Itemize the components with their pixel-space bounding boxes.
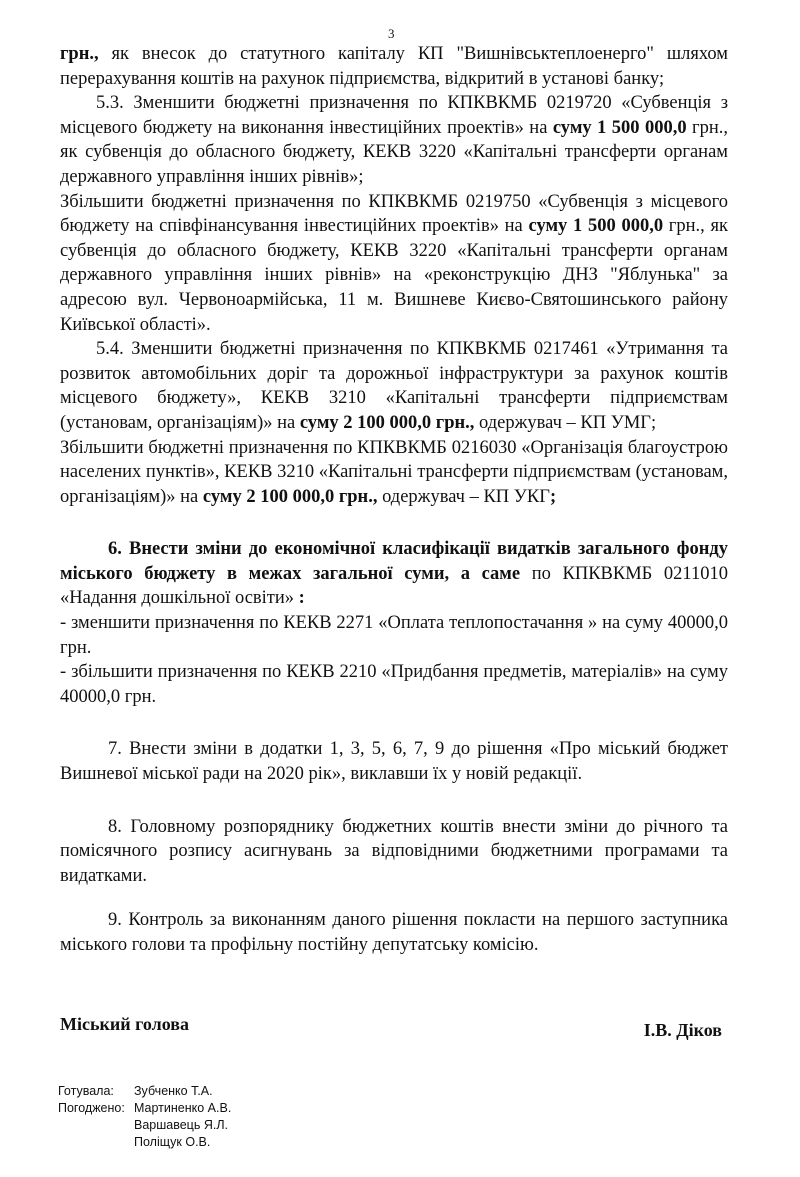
agreed-row xyxy=(58,1134,231,1151)
paragraph-text: грн., як субвенція до обласного бюджету, КЕКВ 3220 «Капітальні трансферти органам державного управління інших рівнів»; xyxy=(60,117,728,187)
paragraph-increase-1 xyxy=(60,190,728,338)
paragraph-6 xyxy=(60,537,728,611)
prepared-label: Готувала: xyxy=(58,1084,114,1098)
prepared-name: Зубченко Т.А. xyxy=(134,1084,213,1098)
agreed-name: Поліщук О.В. xyxy=(134,1135,211,1149)
paragraph-7: 7. Внести зміни в додатки 1, 3, 5, 6, 7, 9 до рішення «Про міський бюджет Вишневої міської ради на 2020 рік», виклавши їх у новій редакції. xyxy=(60,739,728,785)
paragraph-contribution xyxy=(60,42,728,91)
agreed-row xyxy=(58,1117,231,1134)
paragraph-5-4 xyxy=(60,337,728,435)
paragraph-5-3 xyxy=(60,91,728,189)
approval-footer xyxy=(58,1083,231,1151)
prepared-row xyxy=(58,1083,231,1100)
agreed-label: Погоджено: xyxy=(58,1101,125,1115)
paragraph-text: Збільшити бюджетні призначення по КПКВКМБ 0216030 «Організація благоустрою населених пунктів», КЕКВ 3210 «Капітальні трансферти підприємствам (установам, організаціям)» на xyxy=(60,437,728,507)
paragraph-text: як внесок до статутного капіталу КП "Вишнівськтеплоенерго" шляхом перерахування коштів на рахунок підприємства, відкритий в установі банку; xyxy=(60,44,728,89)
paragraph-text: 5.3. Зменшити бюджетні призначення по КПКВКМБ 0219720 «Субвенція з місцевого бюджету на виконання інвестиційних проектів» на xyxy=(60,93,728,138)
amount: суму 1 500 000,0 xyxy=(528,216,664,237)
paragraph-text: по КПКВКМБ 0211010 «Надання дошкільної освіти» xyxy=(60,563,728,609)
paragraph-text: одержувач – КП УМГ; xyxy=(474,412,657,433)
agreed-name: Варшавець Я.Л. xyxy=(134,1118,228,1132)
paragraph-text: одержувач – КП УКГ xyxy=(377,486,550,507)
paragraph-text: Збільшити бюджетні призначення по КПКВКМБ 0219750 «Субвенція з місцевого бюджету на співфінансування інвестиційних проектів» на xyxy=(60,191,728,237)
paragraph-text: 5.4. Зменшити бюджетні призначення по КПКВКМБ 0217461 «Утримання та розвиток автомобільних доріг та дорожньої інфраструктури за рахунок коштів місцевого бюджету», КЕКВ 3210 «Капітальні трансферти підприємствам (установам, організаціям)» на xyxy=(60,339,728,433)
signature-name: І.В. Діков xyxy=(643,1020,722,1040)
heading-text: 6. Внести зміни до економічної класифікації видатків загального фонду міського бюджету в межах загальної суми, а саме xyxy=(60,539,728,584)
paragraph-text: грн., як субвенція до обласного бюджету, КЕКВ 3220 «Капітальні трансферти органам державного управління інших рівнів» на «реконструкцію ДНЗ "Яблунька" за адресою вул. Червоноармійська, 11 м. Вишневе Києво-Святошинського району Київської області». xyxy=(60,216,728,335)
paragraph-8: 8. Головному розпоряднику бюджетних коштів внести зміни до річного та помісячного розпису асигнувань за відповідними бюджетними програмами та видатками. xyxy=(60,816,728,886)
signature-title: Міський голова xyxy=(60,1014,189,1034)
document-body xyxy=(60,42,728,958)
list-item-decrease: - зменшити призначення по КЕКВ 2271 «Оплата теплопостачання » на суму 40000,0 грн. xyxy=(60,613,728,658)
paragraph-9: 9. Контроль за виконанням даного рішення покласти на першого заступника міського голови та профільну постійну депутатську комісію. xyxy=(60,910,728,955)
agreed-name: Мартиненко А.В. xyxy=(134,1101,232,1115)
list-item-increase: - збільшити призначення по КЕКВ 2210 «Придбання предметів, матеріалів» на суму 40000,0 грн. xyxy=(60,662,728,707)
semicolon: ; xyxy=(549,486,557,507)
colon: : xyxy=(294,588,305,609)
page-number: 3 xyxy=(388,26,395,41)
amount: суму 2 100 000,0 грн., xyxy=(299,412,475,433)
agreed-row xyxy=(58,1100,231,1117)
paragraph-increase-2 xyxy=(60,436,728,510)
amount-unit: грн., xyxy=(60,44,99,64)
amount: суму 1 500 000,0 xyxy=(552,117,687,138)
amount: суму 2 100 000,0 грн., xyxy=(202,486,378,507)
